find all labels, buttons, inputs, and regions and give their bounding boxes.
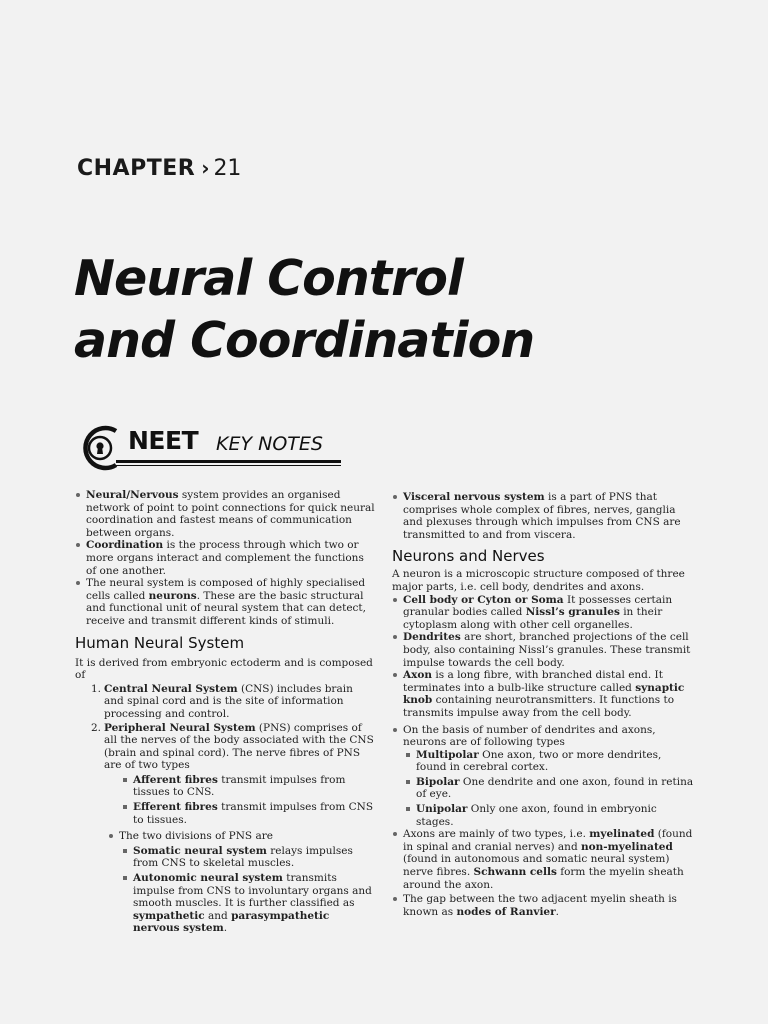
definition: The neural system is composed of highly specialised cells called [86,577,366,602]
definition: . [555,905,559,918]
list-number: 2. [91,721,102,734]
list-item [392,631,694,669]
list-item [403,776,694,801]
definition: One dendrite and one axon, found in retina of eye. [416,775,694,801]
term: Cell body or Cyton or Soma [403,593,564,606]
list-item [120,845,375,870]
term: nodes of Ranvier [456,905,556,918]
list-item [75,539,375,577]
definition: (found in autonomous and somatic neural system) nerve fibres. [403,853,670,879]
definition: On the basis of number of dendrites and axons, neurons are of following types [403,723,656,749]
definition: system provides an organised network of point to point connections for quick neural coordination and fastest means of communication between organs. [86,489,375,539]
definition: One axon, two or more dendrites, found in cerebral cortex. [416,748,662,774]
definition: . These are the basic structural and functional unit of neural system that can detect, receive and transmit different kinds of stimuli. [86,589,366,627]
neuron-parts-list [392,594,694,749]
definition: (PNS) comprises of all the nerves of the body associated with the CNS (brain and spinal cord). The nerve fibres of PNS are of two types [104,721,374,772]
list-item [392,491,694,541]
term: Peripheral Neural System [104,721,256,734]
term: synaptic knob [403,681,685,707]
list-item [75,577,375,627]
definition: form the myelin sheath around the axon. [403,866,684,891]
definition: containing neurotransmitters. It functions to transmits impulse away from the cell body. [403,694,675,719]
neet-text: NEET [128,426,199,455]
neuron-types-list [403,749,694,829]
definition: transmit impulses from CNS to tissues. [133,801,374,826]
term: Axon [403,669,433,682]
term: Multipolar [416,748,479,761]
list-item [75,489,375,539]
definition: and [204,909,232,922]
definition: in their cytoplasm along with other cell organelles. [403,606,663,631]
section-intro: It is derived from embryonic ectoderm and is composed of [75,656,373,682]
term: parasympathetic nervous system [133,909,330,935]
term: Dendrites [403,631,461,644]
list-item [403,803,694,828]
title-line-1: Neural Control [74,250,463,307]
definition: is a part of PNS that comprises whole complex of fibres, nerves, ganglia and plexuses through which impulses from CNS are transmitted to and from viscera. [403,491,681,541]
term: Visceral nervous system [403,491,545,503]
intro-bullets [75,489,375,628]
title-line-2: and Coordination [74,312,535,369]
definition: transmit impulses from tissues to CNS. [133,773,346,799]
list-item [91,722,375,772]
definition: relays impulses from CNS to skeletal muscles. [133,844,353,870]
list-item [392,893,694,918]
section-intro: A neuron is a microscopic structure composed of three major parts, i.e. cell body, dendrites and axons. [392,568,685,593]
term: non-myelinated [581,840,673,853]
term: Bipolar [416,775,460,788]
numbered-list [75,683,375,772]
chevron-right-icon: › [201,156,210,180]
definition: The gap between the two adjacent myelin sheath is known as [403,893,677,918]
left-column [75,489,375,935]
definition: transmits impulse from CNS to involuntary organs and smooth muscles. It is further classified as [133,872,372,910]
chapter-number: 21 [213,156,242,181]
definition: Only one axon, found in embryonic stages. [416,803,657,828]
term: Autonomic neural system [133,872,283,885]
definition: (found in spinal and cranial nerves) and [403,828,693,853]
term: Neural/Nervous [86,489,179,501]
section-heading-neurons-and-nerves: Neurons and Nerves [392,547,545,566]
term: myelinated [589,828,655,841]
term: neurons [148,589,197,602]
definition: It possesses certain granular bodies called [403,593,673,619]
section-heading-human-neural-system: Human Neural System [75,633,245,652]
term: Unipolar [416,803,468,816]
divisions-label-list [108,830,375,843]
fibre-types-list [120,774,375,826]
neet-key-notes-logo [76,424,346,472]
list-item [120,801,375,826]
definition: is a long fibre, with branched distal end. It terminates into a bulb-like structure called [403,669,663,694]
list-item [403,749,694,774]
list-item [392,724,694,749]
divisions-list [120,845,375,935]
visceral-bullet [392,491,694,541]
list-item [120,774,375,799]
term: Coordination [86,539,164,552]
definition: is the process through which two or more organs interact and complement the functions of one another. [86,539,364,577]
key-notes-text: KEY NOTES [216,433,323,455]
chapter-label [77,156,241,181]
definition: . [223,922,228,935]
axon-types-list [392,828,694,918]
term: Efferent fibres [133,801,218,814]
term: Central Neural System [104,682,238,695]
definition: are short, branched projections of the cell body, also containing Nissl’s granules. These transmit impulse towards the cell body. [403,631,691,669]
definition: Axons are mainly of two types, i.e. [403,828,590,841]
page-title [74,248,714,372]
list-item [392,594,694,632]
chapter-word: CHAPTER [77,156,196,181]
list-item [91,683,375,721]
list-number: 1. [91,682,102,695]
term: Afferent fibres [133,773,218,786]
term: Schwann cells [473,866,557,879]
term: Somatic neural system [133,844,267,857]
term: sympathetic [133,909,205,922]
list-item: The two divisions of PNS are [108,830,375,843]
list-item [392,669,694,719]
list-item [392,828,694,891]
definition: (CNS) includes brain and spinal cord and is the site of information processing and control. [104,682,353,720]
right-column [392,491,694,918]
list-item [120,872,375,935]
term: Nissl’s granules [525,606,620,619]
